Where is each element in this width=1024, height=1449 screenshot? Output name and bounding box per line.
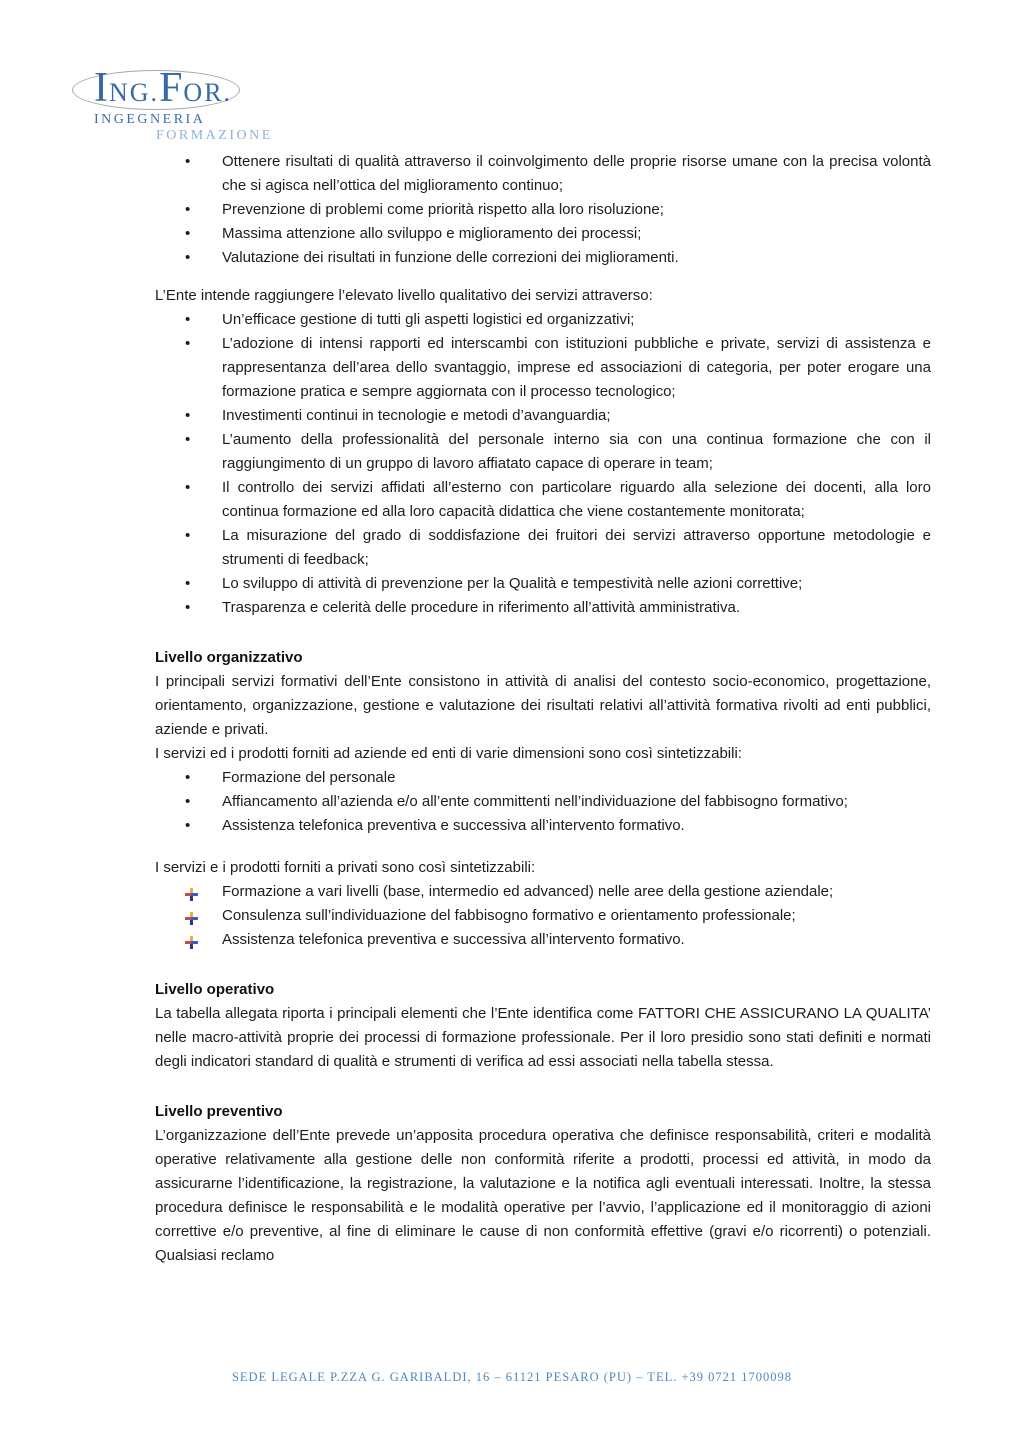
list-item: • Massima attenzione allo sviluppo e miglioramento dei processi;: [155, 222, 931, 246]
paragraph-organizzativo: I principali servizi formativi dell’Ente consistono in attività di analisi del contesto socio-economico, progettazione, orientamento, organizzazione, gestione e valutazione dei risultati relativi all’attività formativa rivolti ad enti pubblici, aziende e privati.: [155, 673, 931, 738]
section-heading-livello-preventivo: Livello preventivo: [155, 1103, 283, 1120]
logo-letter: OR.: [183, 78, 233, 107]
list-item: • Valutazione dei risultati in funzione delle correzioni dei miglioramenti.: [155, 246, 931, 270]
logo-subtitle-ingegneria: INGEGNERIA: [94, 112, 206, 127]
list-item: [155, 904, 931, 928]
pin-cross-bullet-icon: [185, 909, 198, 922]
lead-aziende: I servizi ed i prodotti forniti ad aziende ed enti di varie dimensioni sono così sintetizzabili:: [155, 745, 742, 762]
document-body: [155, 150, 931, 1268]
list-item: [155, 880, 931, 904]
logo-letter: NG.: [109, 78, 160, 107]
list-item: • Lo sviluppo di attività di prevenzione per la Qualità e tempestività nelle azioni correttive;: [155, 572, 931, 596]
lead-privati: I servizi e i prodotti forniti a privati sono così sintetizzabili:: [155, 859, 536, 876]
pin-cross-bullet-icon: [185, 885, 198, 898]
list-item: • Formazione del personale: [155, 766, 931, 790]
section-heading-livello-operativo: Livello operativo: [155, 981, 275, 998]
list-item: • Un’efficace gestione di tutti gli aspetti logistici ed organizzativi;: [155, 308, 931, 332]
quality-lead-paragraph: L’Ente intende raggiungere l’elevato livello qualitativo dei servizi attraverso:: [155, 287, 653, 304]
list-item: • Assistenza telefonica preventiva e successiva all’intervento formativo.: [155, 814, 931, 838]
list-item: • Il controllo dei servizi affidati all’esterno con particolare riguardo alla selezione dei docenti, alla loro continua formazione ed alla loro capacità didattica che viene costantemente monitorata;: [155, 476, 931, 524]
pin-cross-bullet-icon: [185, 933, 198, 946]
list-item: • L’adozione di intensi rapporti ed interscambi con istituzioni pubbliche e private, servizi di assistenza e rappresentanza dell’area dello svantaggio, imprese ed associazioni di categoria, per poter erogare una formazione pratica e sempre aggiornata con il processo tecnologico;: [155, 332, 931, 404]
list-item: • Investimenti continui in tecnologie e metodi d’avanguardia;: [155, 404, 931, 428]
list-item-label: Formazione a vari livelli (base, intermedio ed advanced) nelle aree della gestione aziendale;: [222, 883, 834, 900]
logo-subtitle-formazione: FORMAZIONE: [156, 128, 273, 143]
list-item: • La misurazione del grado di soddisfazione dei fruitori dei servizi attraverso opportune metodologie e strumenti di feedback;: [155, 524, 931, 572]
logo-letter: I: [94, 65, 109, 111]
section-heading-livello-organizzativo: Livello organizzativo: [155, 649, 303, 666]
privati-pin-list: [155, 880, 931, 952]
company-logo: [70, 62, 330, 152]
paragraph-preventivo: L’organizzazione dell’Ente prevede un’apposita procedura operativa che definisce responsabilità, criteri e modalità operative relativamente alla gestione delle non conformità riferite a prodotti, processi ed attività, in modo da assicurarne l’identificazione, la registrazione, la valutazione e la notifica agli eventuali interessati. Inoltre, la stessa procedura definisce le responsabilità e le modalità operative per l’avvio, l’applicazione ed il monitoraggio di azioni correttive e/o preventive, al fine di eliminare le cause di non conformità effettive (gravi e/o ricorrenti) o potenziali. Qualsiasi reclamo: [155, 1127, 931, 1264]
footer-address: SEDE LEGALE P.ZZA G. GARIBALDI, 16 – 61121 PESARO (PU) – TEL. +39 0721 1700098: [231, 1370, 793, 1384]
logo-letter: F: [159, 65, 184, 111]
quality-bullet-list: [155, 308, 931, 620]
list-item-label: Assistenza telefonica preventiva e successiva all’intervento formativo.: [222, 931, 685, 948]
list-item: • Trasparenza e celerità delle procedure in riferimento all’attività amministrativa.: [155, 596, 931, 620]
list-item: • Affiancamento all’azienda e/o all’ente committenti nell’individuazione del fabbisogno formativo;: [155, 790, 931, 814]
list-item: [155, 928, 931, 952]
list-item-label: Consulenza sull’individuazione del fabbisogno formativo e orientamento professionale;: [222, 907, 796, 924]
list-item: • Prevenzione di problemi come priorità rispetto alla loro risoluzione;: [155, 198, 931, 222]
list-item: • Ottenere risultati di qualità attraverso il coinvolgimento delle proprie risorse umane con la precisa volontà che si agisca nell’ottica del miglioramento continuo;: [155, 150, 931, 198]
paragraph-operativo: La tabella allegata riporta i principali elementi che l’Ente identifica come FATTORI CHE ASSICURANO LA QUALITA’ nelle macro-attività proprie dei processi di formazione professionale. Per il loro presidio sono stati definiti e normati degli indicatori standard di qualità e strumenti di verifica ad essi associati nella tabella stessa.: [155, 1005, 931, 1070]
aziende-bullet-list: [155, 766, 931, 838]
intro-bullet-list: [155, 150, 931, 270]
list-item: • L’aumento della professionalità del personale interno sia con una continua formazione che con il raggiungimento di un gruppo di lavoro affiatato capace di operare in team;: [155, 428, 931, 476]
logo-wordmark: [94, 62, 232, 119]
